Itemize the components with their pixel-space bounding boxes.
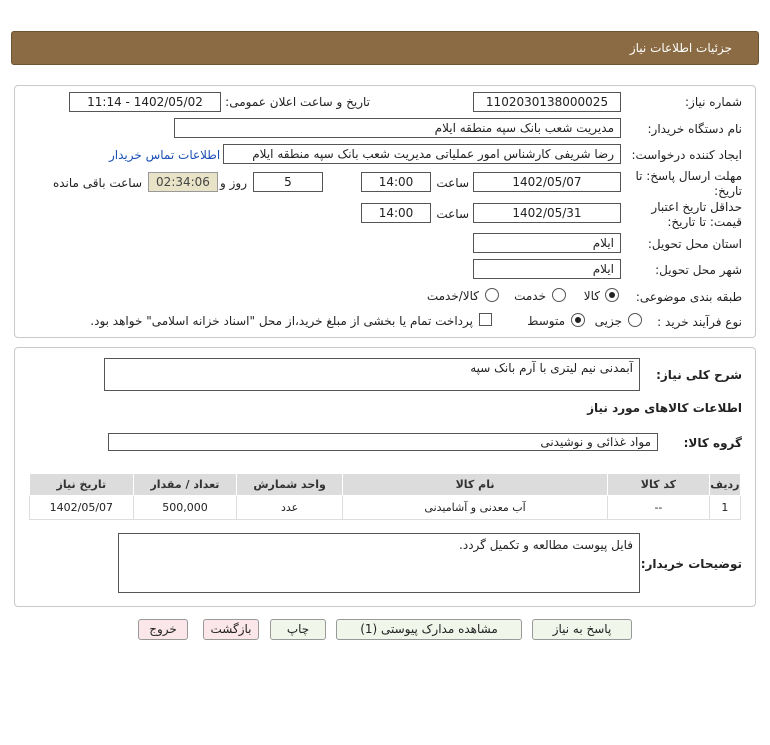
reply-deadline-label: مهلت ارسال پاسخ: تا تاریخ: [635,169,742,198]
delivery-city-field: ایلام [473,259,621,279]
attachments-button[interactable]: مشاهده مدارک پیوستی (1) [336,619,522,640]
validity-date-field: 1402/05/31 [473,203,621,223]
process-minor-label: جزیی [594,314,622,328]
buyer-org-field: مدیریت شعب بانک سپه منطقه ایلام [174,118,621,138]
category-service-label: خدمت [514,289,546,303]
category-goods-radio[interactable] [605,288,619,302]
col-code-header: کد کالا [608,474,710,496]
announce-label: تاریخ و ساعت اعلان عمومی: [225,95,370,109]
process-medium-label: متوسط [527,314,565,328]
buyer-org-label: نام دستگاه خریدار: [647,122,742,136]
page-title: جزئیات اطلاعات نیاز [629,41,732,55]
exit-button[interactable]: خروج [138,619,188,640]
days-field: 5 [253,172,323,192]
col-row-header: ردیف [709,474,740,496]
cell-unit: عدد [237,496,343,520]
category-goods-service-label: کالا/خدمت [426,289,479,303]
buyer-notes-field: فایل پیوست مطالعه و تکمیل گردد. [118,533,640,593]
category-goods-service-radio[interactable] [485,288,499,302]
cell-date: 1402/05/07 [30,496,134,520]
col-unit-header: واحد شمارش [237,474,343,496]
reply-date-field: 1402/05/07 [473,172,621,192]
remaining-time-field: 02:34:06 [148,172,218,192]
col-name-header: نام کالا [342,474,607,496]
buyer-contact-link[interactable]: اطلاعات تماس خریدار [109,148,221,162]
delivery-province-label: استان محل تحویل: [647,237,742,251]
reply-button[interactable]: پاسخ به نیاز [532,619,632,640]
need-number-field: 1102030138000025 [473,92,621,112]
goods-table-header [30,474,741,496]
back-button[interactable]: بازگشت [203,619,259,640]
validity-time-field: 14:00 [361,203,431,223]
days-label: روز و [220,176,247,190]
validity-time-label: ساعت [436,207,469,221]
reply-time-field: 14:00 [361,172,431,192]
buyer-notes-label: توضیحات خریدار: [640,557,742,571]
reply-time-label: ساعت [436,176,469,190]
requester-label: ایجاد کننده درخواست: [631,148,742,162]
summary-field: آبمدنی نیم لیتری با آرم بانک سپه [104,358,640,391]
remaining-time-label: ساعت باقی مانده [52,176,142,190]
cell-code: -- [608,496,710,520]
treasury-payment-checkbox[interactable] [479,313,492,326]
need-number-label: شماره نیاز: [685,95,742,109]
col-qty-header: تعداد / مقدار [133,474,237,496]
print-button[interactable]: چاپ [270,619,326,640]
col-date-header: تاریخ نیاز [30,474,134,496]
process-minor-radio[interactable] [628,313,642,327]
category-service-radio[interactable] [552,288,566,302]
validity-label: حداقل تاریخ اعتبار قیمت: تا تاریخ: [651,200,742,229]
page-header [11,31,759,65]
goods-table [29,473,741,520]
announce-field: 1402/05/02 - 11:14 [69,92,221,112]
cell-row: 1 [709,496,740,520]
category-goods-label: کالا [583,289,600,303]
process-medium-radio[interactable] [571,313,585,327]
delivery-city-label: شهر محل تحویل: [655,263,742,277]
cell-name: آب معدنی و آشامیدنی [342,496,607,520]
treasury-payment-note: پرداخت تمام یا بخشی از مبلغ خرید،از محل "اسناد خزانه اسلامی" خواهد بود. [90,314,473,328]
goods-info-title: اطلاعات کالاهای مورد نیاز [587,401,742,415]
requester-field: رضا شریفی کارشناس امور عملیاتی مدیریت شعب بانک سپه منطقه ایلام [223,144,621,164]
goods-group-field: مواد غذائی و نوشیدنی [108,433,658,451]
goods-group-label: گروه کالا: [683,436,742,450]
table-row [30,496,741,520]
category-label: طبقه بندی موضوعی: [635,290,742,304]
cell-qty: 500,000 [133,496,237,520]
summary-label: شرح کلی نیاز: [656,368,742,382]
delivery-province-field: ایلام [473,233,621,253]
process-label: نوع فرآیند خرید : [657,315,742,329]
